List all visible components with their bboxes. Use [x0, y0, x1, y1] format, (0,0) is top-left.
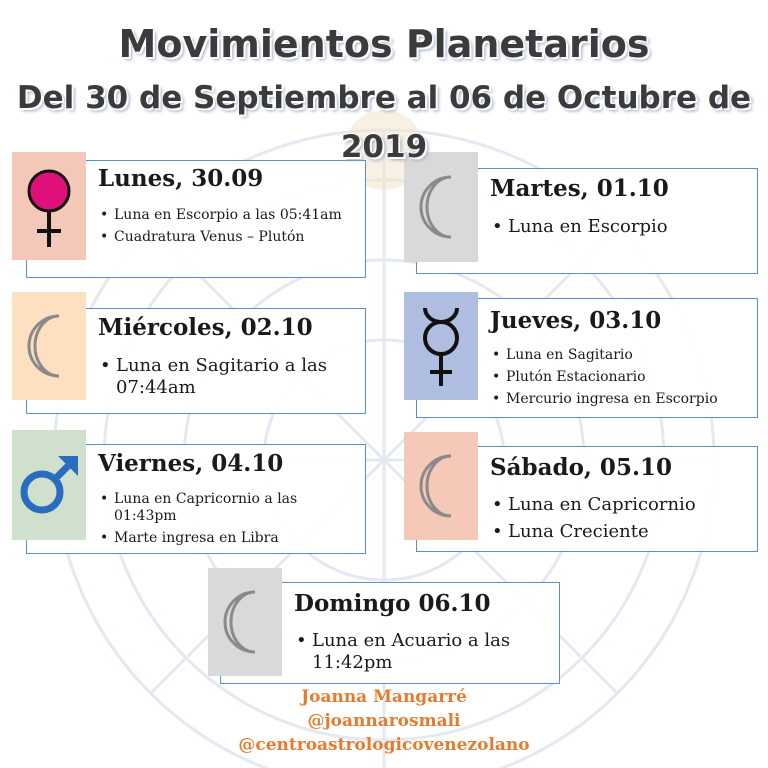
crescent-moon-icon	[415, 450, 467, 522]
event-list	[492, 347, 754, 413]
day-title: Domingo 06.10	[294, 590, 491, 617]
list-item: • Marte ingresa en Libra	[100, 530, 350, 547]
event-list	[492, 216, 752, 243]
list-item: • Luna en Acuario a las 11:42pm	[296, 630, 546, 674]
symbol-tile-viernes	[12, 430, 86, 540]
author-handle: @joannarosmali	[307, 711, 461, 731]
center-handle: @centroastrologicovenezolano	[238, 735, 530, 755]
crescent-moon-icon	[219, 586, 271, 658]
author-name: Joanna Mangarré	[301, 687, 467, 707]
symbol-tile-domingo	[208, 568, 282, 676]
list-item: • Luna en Capricornio	[492, 494, 754, 516]
day-title: Sábado, 05.10	[490, 454, 672, 481]
symbol-tile-miercoles	[12, 292, 86, 400]
event-list	[296, 630, 546, 679]
page-title: Movimientos Planetarios	[118, 22, 650, 66]
event-list	[492, 494, 754, 548]
list-item: • Luna Creciente	[492, 521, 754, 543]
day-title: Martes, 01.10	[490, 175, 669, 202]
day-title: Miércoles, 02.10	[98, 314, 313, 341]
symbol-tile-martes	[404, 152, 478, 262]
list-item: • Cuadratura Venus – Plutón	[100, 229, 350, 246]
crescent-moon-icon	[415, 171, 467, 243]
list-item: • Luna en Escorpio	[492, 216, 752, 238]
symbol-tile-jueves	[404, 292, 478, 400]
list-item: • Luna en Sagitario a las 07:44am	[100, 355, 350, 399]
mars-icon	[16, 452, 82, 518]
list-item: • Luna en Sagitario	[492, 347, 754, 364]
list-item: • Luna en Escorpio a las 05:41am	[100, 207, 350, 224]
day-title: Jueves, 03.10	[490, 307, 662, 334]
event-list	[100, 355, 350, 404]
page-subtitle-year: 2019	[340, 129, 428, 165]
mercury-icon	[413, 302, 469, 390]
event-list	[100, 207, 350, 251]
page-subtitle: Del 30 de Septiembre al 06 de Octubre de	[16, 80, 752, 116]
symbol-tile-sabado	[404, 432, 478, 540]
day-title: Lunes, 30.09	[98, 165, 264, 192]
event-list	[100, 491, 350, 552]
list-item: • Luna en Capricornio a las 01:43pm	[100, 491, 350, 525]
list-item: • Plutón Estacionario	[492, 369, 754, 386]
day-title: Viernes, 04.10	[98, 450, 284, 477]
symbol-tile-lunes	[12, 152, 86, 260]
venus-icon	[19, 161, 79, 251]
list-item: • Mercurio ingresa en Escorpio	[492, 391, 754, 408]
crescent-moon-icon	[23, 310, 75, 382]
